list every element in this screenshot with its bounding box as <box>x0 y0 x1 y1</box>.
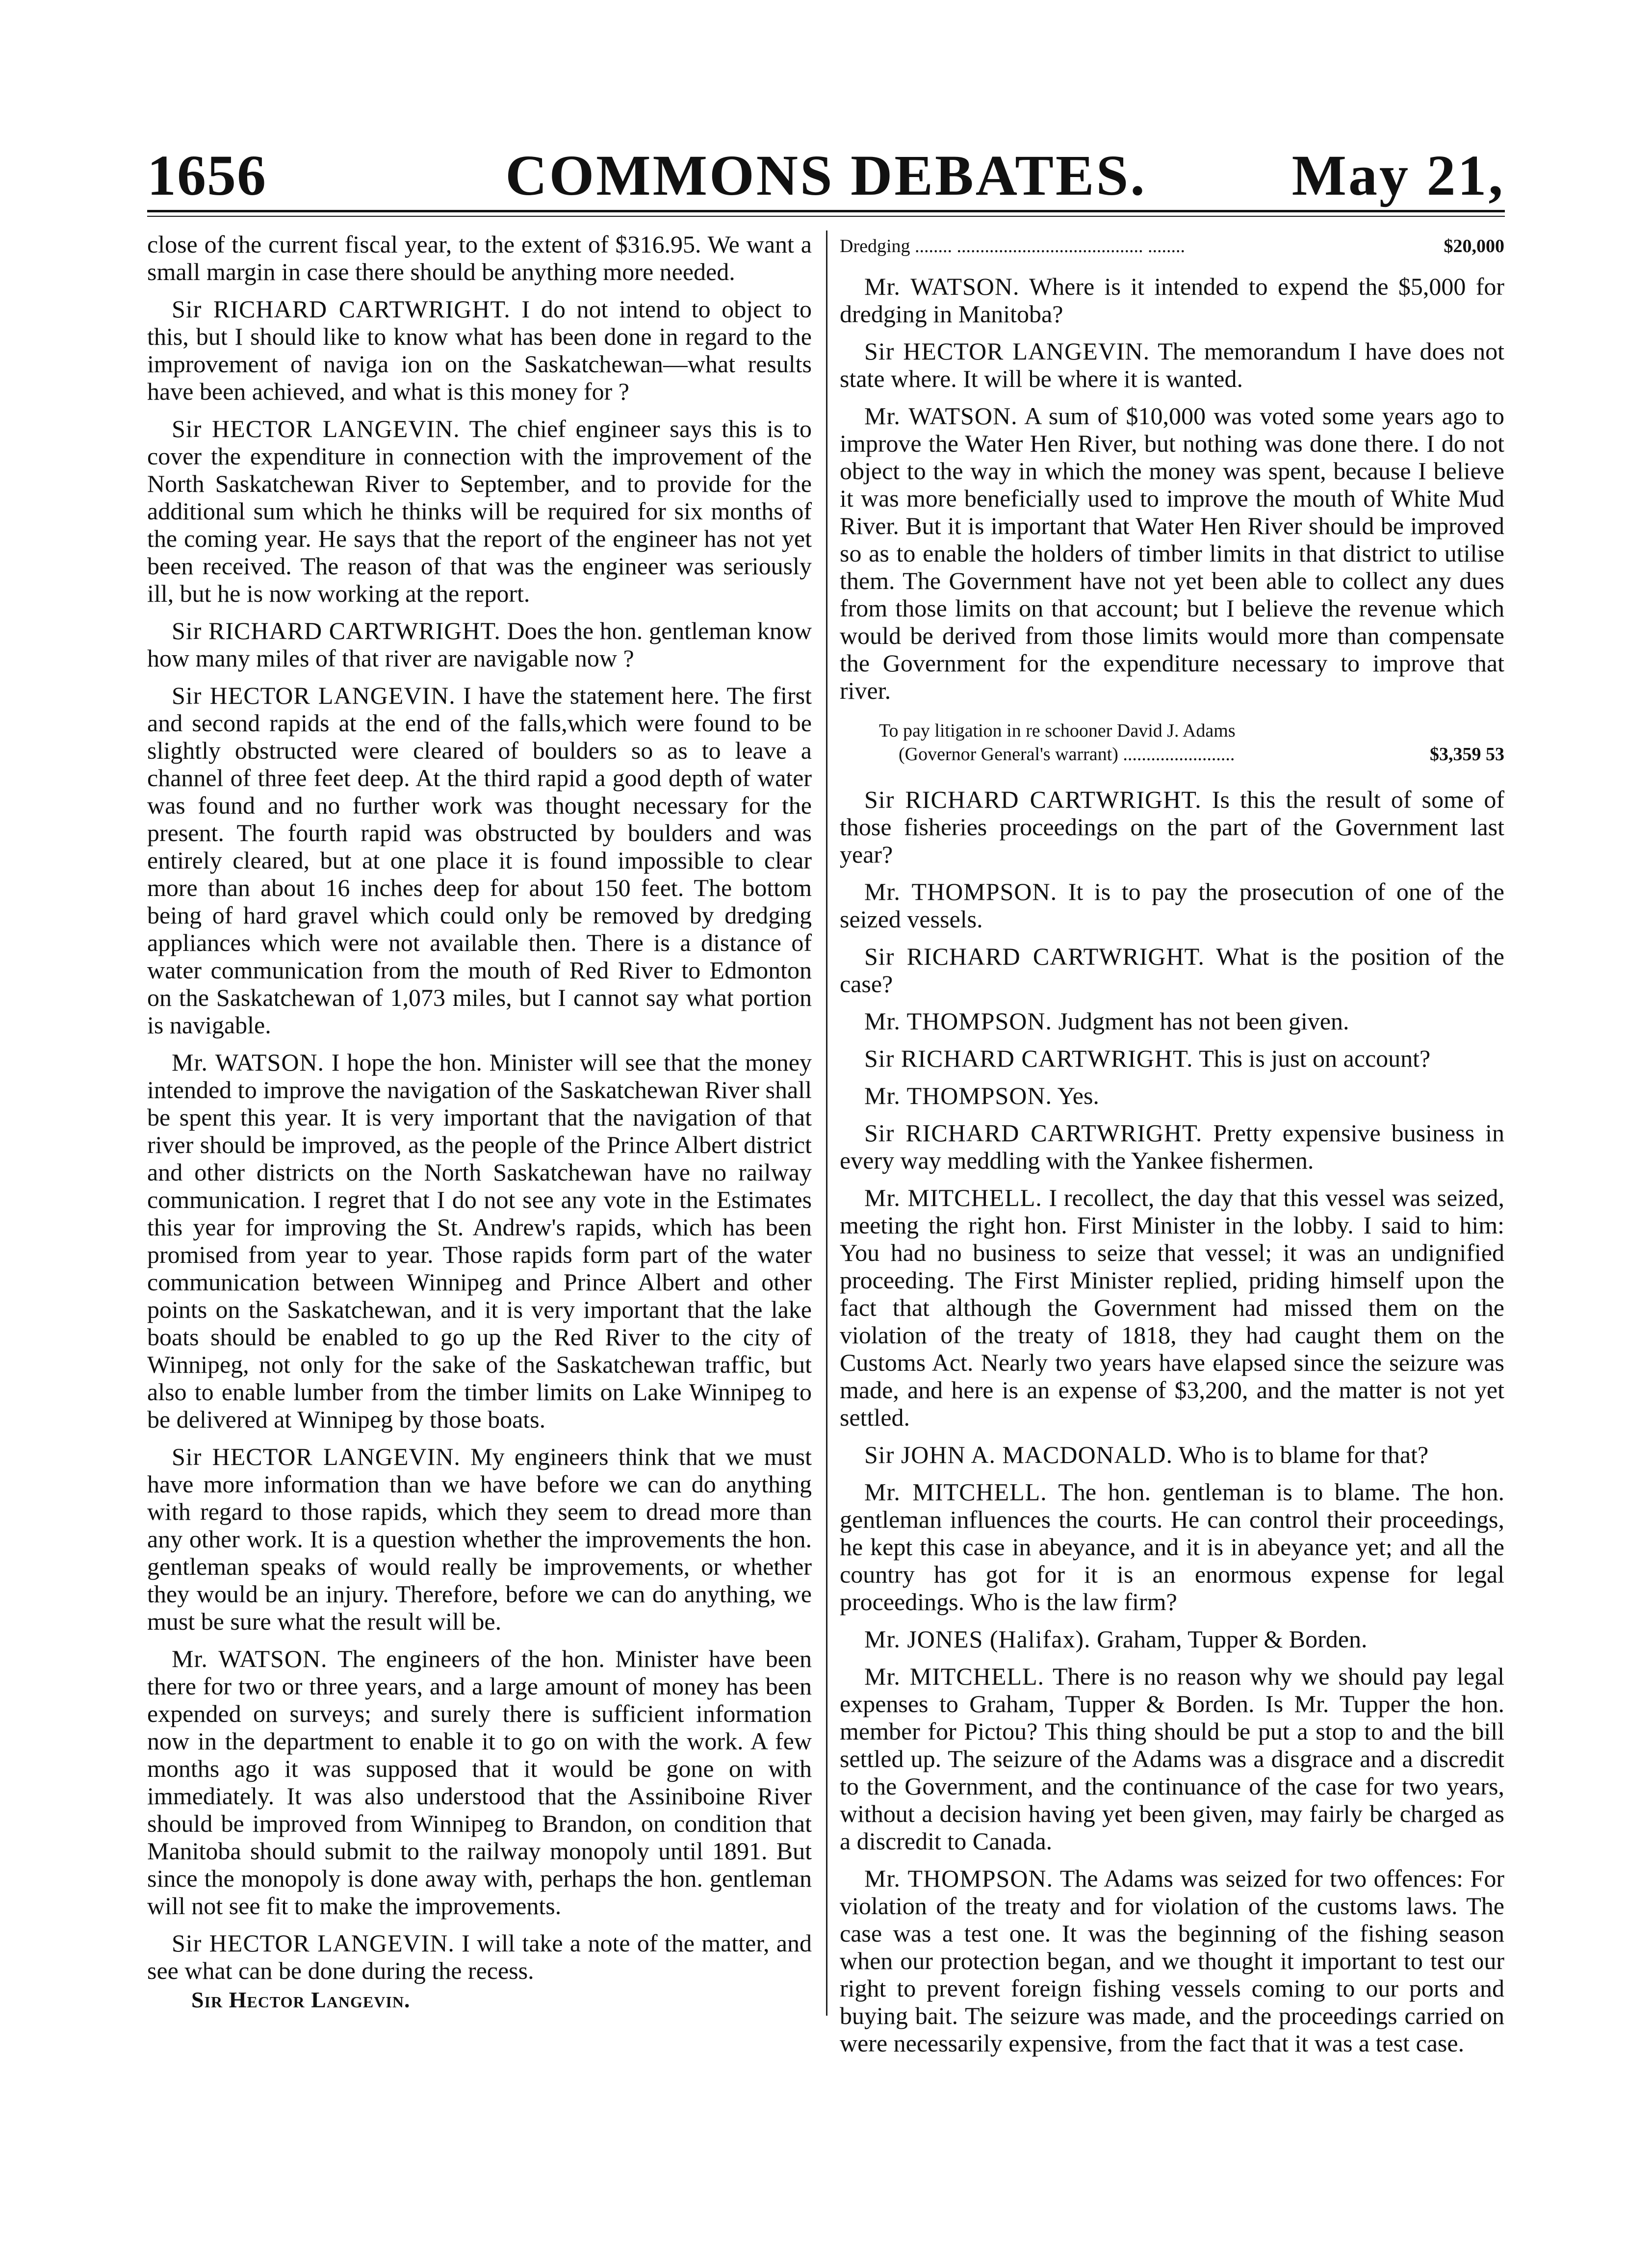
paragraph: Mr. THOMPSON. Yes. <box>864 1082 1099 1109</box>
paragraph: Sir HECTOR LANGEVIN. I have the statement here. The first and second rapids at the end of the falls,which were found to be slightly obstructed were cleared of boulders so as to leave a channel of three feet deep. At the third rapid a good depth of water was found and no further work was thought necessary for the present. The fourth rapid was obstructed by boulders and was entirely cleared, but at one place it is found impossible to clear more than about 16 inches deep for about 150 feet. The bottom being of hard gravel which could only be removed by dredging appliances which were not available then. There is a distance of water communication from the mouth of Red River to Edmonton on the Saskatchewan of 1,073 miles, but I cannot say what portion is navigable. <box>147 682 812 1039</box>
item-amount: $20,000 <box>1444 236 1504 256</box>
speaker: Sir RICHARD CARTWRIGHT. <box>172 617 501 644</box>
paragraph: Mr. MITCHELL. The hon. gentleman is to blame. The hon. gentleman influences the courts. He can control their proceedings, he kept this case in abeyance, and it is in abeyance yet; and all the country has got for it is an enormous expense for legal proceedings. Who is the law firm? <box>840 1478 1504 1615</box>
item-label-cont: (Governor General's warrant) ........................ <box>899 744 1235 765</box>
item-amount: $3,359 53 <box>1430 744 1504 765</box>
right-column <box>840 231 1504 2067</box>
speaker: Sir RICHARD CARTWRIGHT. <box>172 295 511 323</box>
speaker: Sir HECTOR LANGEVIN. <box>172 1929 455 1957</box>
paragraph: Mr. THOMPSON. The Adams was seized for two offences: For violation of the treaty and for violation of the customs laws. The case was a test one. It was the beginning of the fishing season when our protection began, and we thought it important to test our right to prevent foreign fishing vessels coming to our ports and buying bait. The seizure was made, and the proceedings carried on were necessarily expensive, from the fact that it was a test case. <box>840 1865 1504 2057</box>
estimate-item <box>840 719 1504 766</box>
speaker: Mr. WATSON. <box>172 1049 325 1076</box>
paragraph: Sir RICHARD CARTWRIGHT. I do not intend to object to this, but I should like to know what has been done in regard to the improvement of naviga ion on the Saskatchewan—what results have been achieved, and what is this money for ? <box>147 295 812 405</box>
paragraph: Sir HECTOR LANGEVIN. My engineers think that we must have more information than we have before we can do anything with regard to those rapids, which they seem to dread more than any other work. It is a question whether the improvements the hon. gentleman speaks of would really be improvements, or whether they would be an injury. Therefore, before we can do anything, we must be sure what the result will be. <box>147 1443 812 1635</box>
item-label: To pay litigation in re schooner David J. Adams <box>879 720 1236 741</box>
speaker: Sir HECTOR LANGEVIN. <box>172 682 456 709</box>
speaker: Sir JOHN A. MACDONALD. <box>864 1441 1173 1468</box>
page-header <box>147 142 1505 221</box>
paragraph: Sir RICHARD CARTWRIGHT. Pretty expensive business in every way meddling with the Yankee fishermen. <box>840 1119 1504 1174</box>
paragraph: Mr. WATSON. I hope the hon. Minister will see that the money intended to improve the navigation of the Saskatchewan River shall be spent this year. It is very important that the navigation of that river should be improved, as the people of the Prince Albert district and other districts on the North Saskatchewan have no railway communication. I regret that I do not see any vote in the Estimates this year for improving the St. Andrew's rapids, which has been promised from year to year. Those rapids form part of the water communication between Winnipeg and Prince Albert and other points on the Saskatchewan, and it is very important that the lake boats should be enabled to go up the Red River to the city of Winnipeg, not only for the sake of the Saskatchewan traffic, but also to enable lumber from the timber limits on Lake Winnipeg to be delivered at Winnipeg by those boats. <box>147 1049 812 1433</box>
paragraph: Sir RICHARD CARTWRIGHT. This is just on account? <box>864 1045 1431 1072</box>
column-divider <box>826 231 827 2016</box>
estimate-item <box>840 234 1504 258</box>
speaker: Mr. THOMPSON. <box>864 1865 1054 1892</box>
speaker: Mr. THOMPSON. <box>864 1007 1052 1035</box>
speaker: Mr. WATSON. <box>864 273 1020 300</box>
speaker: Mr. MITCHELL. <box>864 1478 1047 1506</box>
speaker: Sir HECTOR LANGEVIN. <box>864 337 1150 365</box>
left-column <box>147 231 812 2014</box>
page-date: May 21, <box>1291 143 1505 207</box>
speaker: Sir RICHARD CARTWRIGHT. <box>864 1119 1203 1147</box>
speaker: Mr. MITCHELL. <box>864 1663 1045 1690</box>
speaker: Sir RICHARD CARTWRIGHT. <box>864 1045 1193 1072</box>
paragraph: Mr. JONES (Halifax). Graham, Tupper & Borden. <box>864 1625 1368 1653</box>
paragraph: Mr. MITCHELL. There is no reason why we should pay legal expenses to Graham, Tupper & Borden. Is Mr. Tupper the hon. member for Pictou? This thing should be put a stop to and the bill settled up. The seizure of the Adams was a disgrace and a discredit to the Government, and the continuance of the case for two years, without a decision having yet been given, may fairly be charged as a discredit to Canada. <box>840 1663 1504 1855</box>
paragraph: Sir RICHARD CARTWRIGHT. What is the position of the case? <box>840 943 1504 998</box>
signature: Sir Hector Langevin. <box>191 1987 411 2012</box>
speaker: Mr. THOMPSON. <box>864 1082 1052 1109</box>
paragraph: Mr. THOMPSON. Judgment has not been given. <box>864 1007 1349 1035</box>
paragraph: Mr. THOMPSON. It is to pay the prosecution of one of the seized vessels. <box>840 878 1504 933</box>
speaker: Sir HECTOR LANGEVIN. <box>172 1443 461 1470</box>
speaker: Sir RICHARD CARTWRIGHT. <box>864 786 1202 813</box>
header-rule <box>147 210 1505 212</box>
paragraph: Sir HECTOR LANGEVIN. The memorandum I have does not state where. It will be where it is wanted. <box>840 337 1504 392</box>
page-number: 1656 <box>147 143 267 207</box>
paragraph: Sir HECTOR LANGEVIN. The chief engineer says this is to cover the expenditure in connection with the improvement of the North Saskatchewan River to September, and to provide for the additional sum which he thinks will be required for six months of the coming year. He says that the report of the engineer has not yet been received. The reason of that was the engineer was seriously ill, but he is now working at the report. <box>147 415 812 607</box>
item-label: Dredging ........ ........................................ ........ <box>840 236 1186 256</box>
speaker: Sir HECTOR LANGEVIN. <box>172 415 460 442</box>
paragraph: Mr. MITCHELL. I recollect, the day that this vessel was seized, meeting the right hon. First Minister in the lobby. I said to him: You had no business to seize that vessel; it was an undignified proceeding. The First Minister replied, priding himself upon the fact that although the Government had missed them on the violation of the treaty of 1818, they had caught them on the Customs Act. Nearly two years have elapsed since the seizure was made, and here is an expense of $3,200, and the matter is not yet settled. <box>840 1184 1504 1431</box>
paragraph: Sir RICHARD CARTWRIGHT. Does the hon. gentleman know how many miles of that river are navigable now ? <box>147 617 812 672</box>
speaker: Mr. WATSON. <box>172 1645 328 1672</box>
speaker: Sir RICHARD CARTWRIGHT. <box>864 943 1205 970</box>
speaker: Mr. WATSON. <box>864 402 1018 430</box>
paragraph: Sir HECTOR LANGEVIN. I will take a note of the matter, and see what can be done during the recess. <box>147 1929 812 1984</box>
header-rule-thin <box>147 216 1505 217</box>
speaker: Mr. MITCHELL. <box>864 1184 1042 1211</box>
page-title: COMMONS DEBATES. <box>505 143 1147 207</box>
paragraph: close of the current fiscal year, to the extent of $316.95. We want a small margin in case there should be anything more needed. <box>147 231 812 285</box>
speaker: Mr. JONES (Halifax). <box>864 1625 1091 1653</box>
paragraph: Mr. WATSON. A sum of $10,000 was voted some years ago to improve the Water Hen River, but nothing was done there. I do not object to the way in which the money was spent, because I believe it was more beneficially used to improve the mouth of White Mud River. But it is important that Water Hen River should be improved so as to enable the holders of timber limits in that district to utilise them. The Government have not yet been able to collect any dues from those limits on that account; but I believe the revenue which would be derived from those limits would more than compensate the Government for the expenditure necessary to improve that river. <box>840 402 1504 704</box>
paragraph: Sir RICHARD CARTWRIGHT. Is this the result of some of those fisheries proceedings on the part of the Government last year? <box>840 786 1504 868</box>
paragraph: Mr. WATSON. Where is it intended to expend the $5,000 for dredging in Manitoba? <box>840 273 1504 328</box>
speaker: Mr. THOMPSON. <box>864 878 1058 905</box>
paragraph: Sir JOHN A. MACDONALD. Who is to blame for that? <box>864 1441 1429 1468</box>
paragraph: Mr. WATSON. The engineers of the hon. Minister have been there for two or three years, and a large amount of money has been expended on surveys; and surely there is sufficient information now in the department to enable it to go on with the work. A few months ago it was supposed that it would be gone on with immediately. It was also understood that the Assiniboine River should be improved from Winnipeg to Brandon, on condition that Manitoba should submit to the railway monopoly until 1891. But since the monopoly is done away with, perhaps the hon. gentleman will not see fit to make the improvements. <box>147 1645 812 1920</box>
